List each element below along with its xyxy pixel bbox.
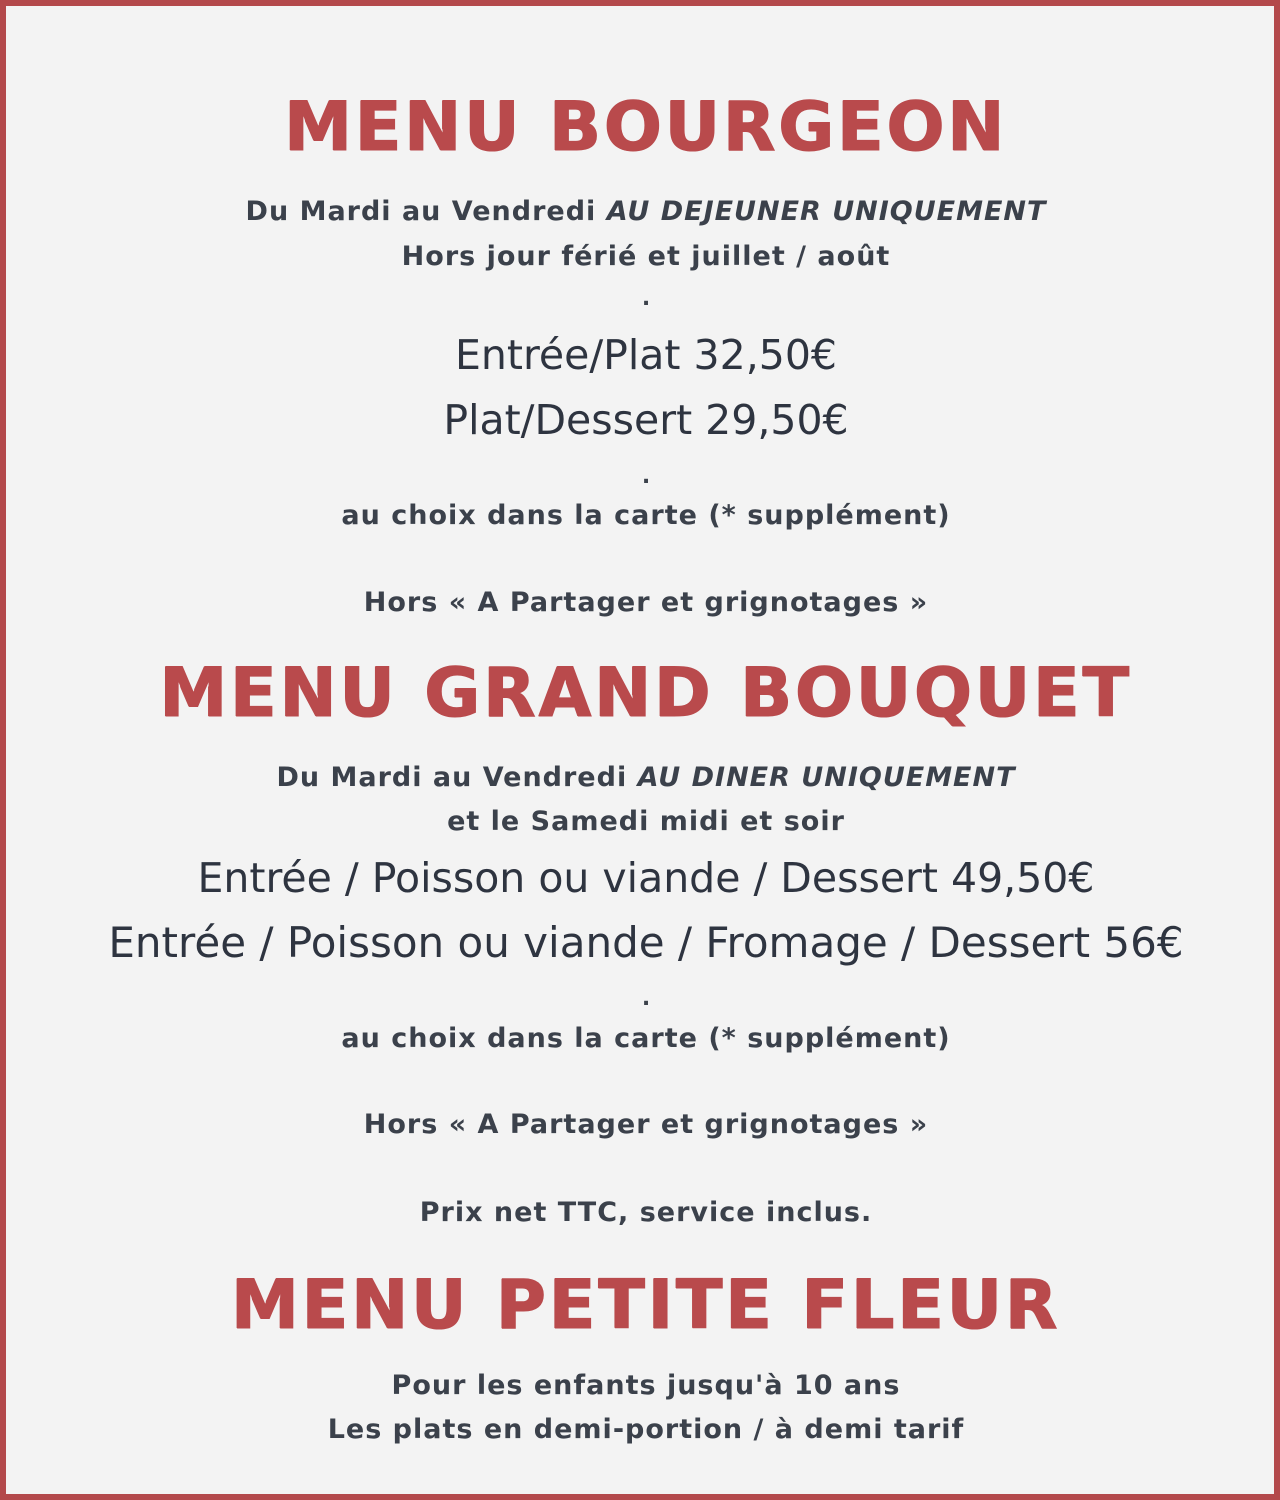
menu-grand-bouquet-exclusion: Hors « A Partager et grignotages »	[363, 1109, 929, 1140]
schedule-prefix: Du Mardi au Vendredi	[276, 762, 638, 793]
menu-bourgeon-title: MENU BOURGEON	[284, 88, 1008, 167]
menu-bourgeon-choice: au choix dans la carte (* supplément)	[341, 500, 951, 531]
menu-grand-bouquet-schedule	[6, 762, 1280, 793]
separator-dot: .	[641, 464, 651, 489]
menu-bourgeon-exclusion: Hors « A Partager et grignotages »	[363, 587, 929, 618]
menu-petite-fleur-line1: Pour les enfants jusqu'à 10 ans	[391, 1370, 901, 1401]
menu-petite-fleur-title: MENU PETITE FLEUR	[231, 1266, 1061, 1345]
menu-grand-bouquet-choice: au choix dans la carte (* supplément)	[341, 1023, 951, 1054]
menu-grand-bouquet-schedule-line2: et le Samedi midi et soir	[447, 806, 845, 837]
schedule-emphasis: AU DINER UNIQUEMENT	[637, 762, 1016, 793]
separator-dot: .	[641, 286, 651, 311]
menu-grand-bouquet-title: MENU GRAND BOUQUET	[159, 654, 1133, 733]
menu-bourgeon-price-2: Plat/Dessert 29,50€	[443, 396, 849, 444]
menu-bourgeon-price-1: Entrée/Plat 32,50€	[455, 331, 837, 379]
menu-bourgeon-schedule-line2: Hors jour férié et juillet / août	[401, 241, 891, 272]
menu-petite-fleur-line2: Les plats en demi-portion / à demi tarif	[327, 1414, 965, 1445]
schedule-emphasis: AU DEJEUNER UNIQUEMENT	[606, 196, 1047, 227]
price-footnote: Prix net TTC, service inclus.	[419, 1197, 873, 1228]
menu-grand-bouquet-price-2: Entrée / Poisson ou viande / Fromage / Dessert 56€	[108, 918, 1184, 967]
schedule-prefix: Du Mardi au Vendredi	[245, 196, 607, 227]
menu-bourgeon-schedule	[6, 196, 1280, 227]
separator-dot: .	[641, 986, 651, 1011]
menu-grand-bouquet-price-1: Entrée / Poisson ou viande / Dessert 49,50€	[197, 854, 1095, 902]
